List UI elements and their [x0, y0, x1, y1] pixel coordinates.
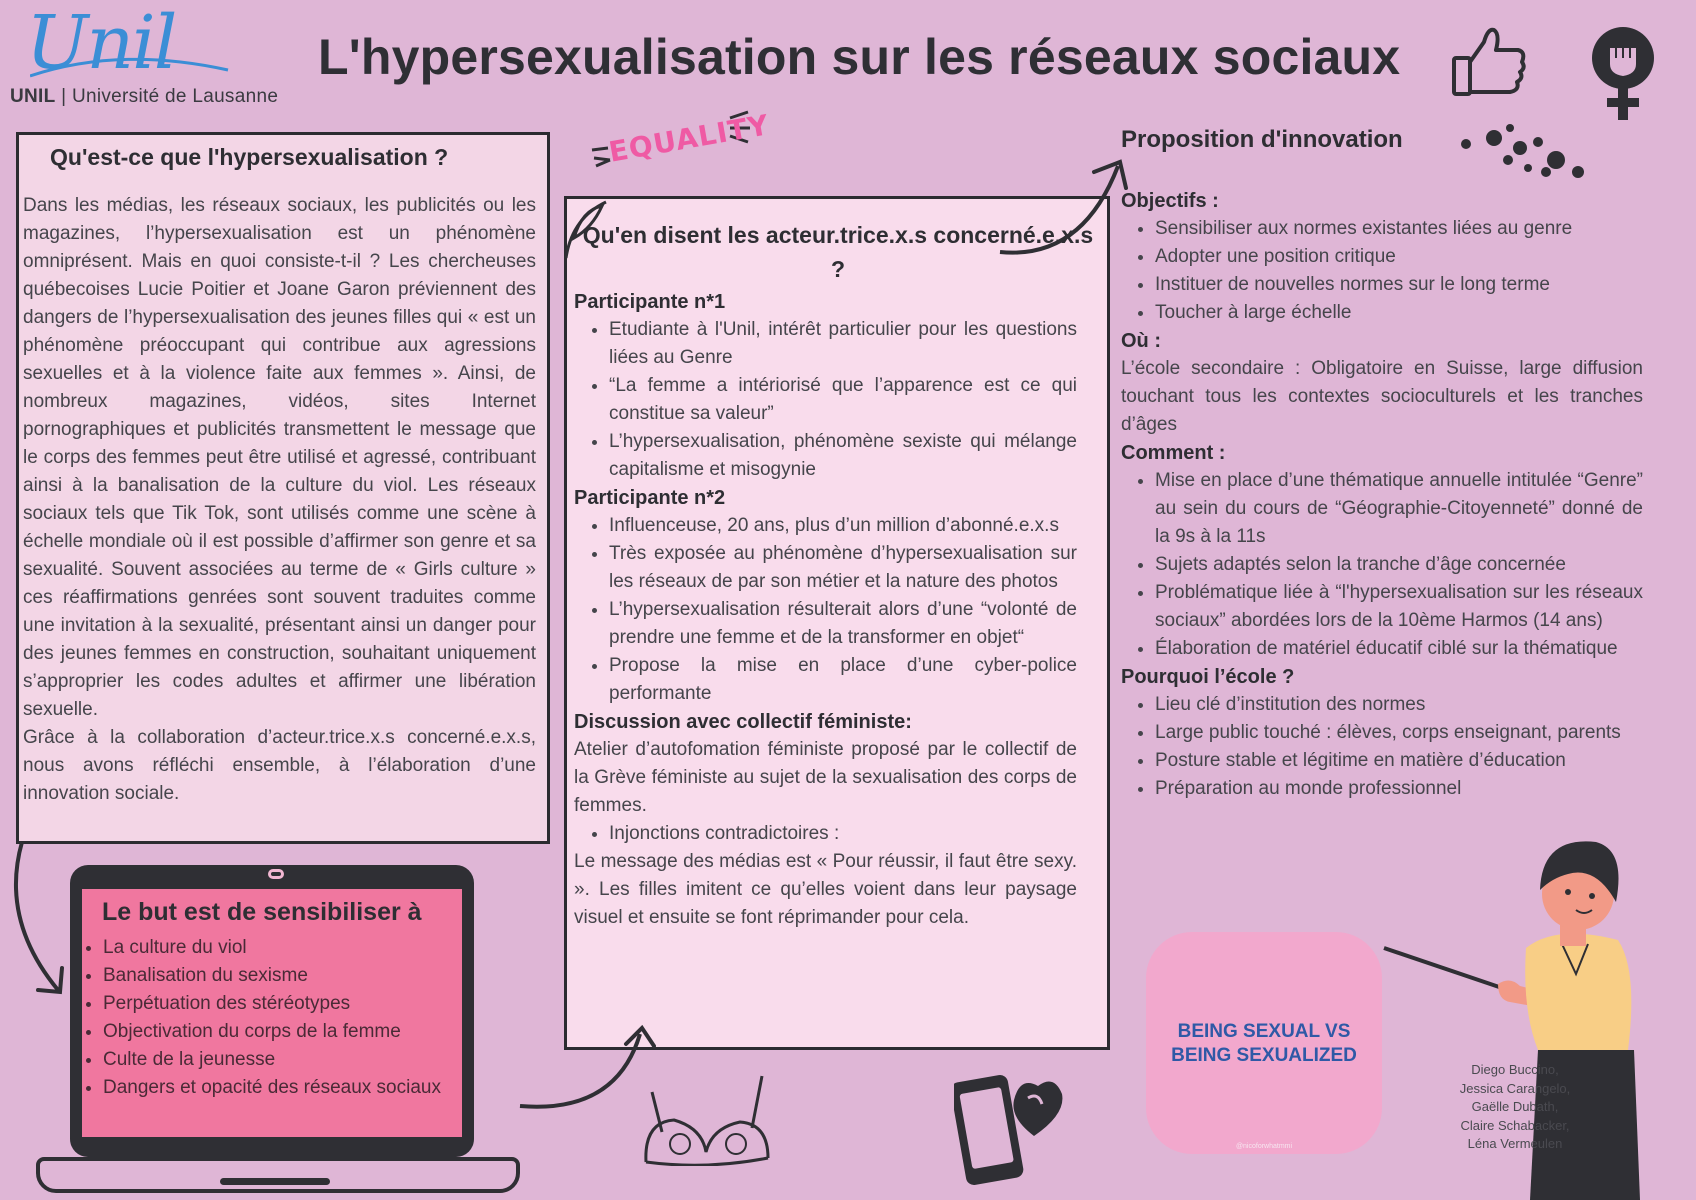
arrow-icon	[998, 156, 1134, 260]
equality-sticker: EQUALITY	[606, 108, 772, 169]
list-item: • Large public touché : élèves, corps enseignant, parents	[1155, 719, 1643, 747]
objectives-heading: Objectifs :	[1121, 190, 1219, 212]
author-name: Diego Buccino,	[1471, 1062, 1559, 1077]
list-item: • Dangers et opacité des réseaux sociaux	[103, 1074, 441, 1102]
list-item: • Toucher à large échelle	[1155, 299, 1643, 327]
list-item: • Préparation au monde professionnel	[1155, 775, 1643, 803]
slogan-text	[1150, 1020, 1378, 1068]
slogan-line-1: BEING SEXUAL VS	[1177, 1021, 1351, 1042]
list-item: • Sujets adaptés selon la tranche d’âge concernée	[1155, 551, 1643, 579]
definition-title: Qu'est-ce que l'hypersexualisation ?	[50, 144, 449, 170]
list-item: • Posture stable et légitime en matière d’éducation	[1155, 747, 1643, 775]
innovation-body	[1121, 187, 1643, 803]
goal-title: Le but est de sensibiliser à	[102, 898, 422, 926]
list-item: • Propose la mise en place d’une cyber-police performante	[609, 652, 1077, 708]
laptop-base	[36, 1157, 520, 1193]
logo-abbr: UNIL	[10, 86, 56, 107]
definition-paragraph: Grâce à la collaboration d’acteur.trice.x.s concerné.e.x.s, nous avons réfléchi ensemble, à l’élaboration d’une innovation sociale.	[23, 727, 536, 804]
arrow-icon	[516, 1020, 656, 1120]
page-title: L'hypersexualisation sur les réseaux sociaux	[318, 29, 1401, 85]
camera-icon	[268, 869, 284, 879]
list-item: • Lieu clé d’institution des normes	[1155, 691, 1643, 719]
where-heading: Où :	[1121, 330, 1161, 352]
author-name: Léna Vermeulen	[1467, 1136, 1563, 1151]
testimonies-body	[574, 288, 1077, 932]
logo-fullname: Université de Lausanne	[71, 86, 279, 107]
dots-icon	[1458, 124, 1588, 184]
authors-list	[1440, 1061, 1590, 1154]
list-item: • Sensibiliser aux normes existantes liées au genre	[1155, 215, 1643, 243]
goal-list	[82, 934, 441, 1102]
list-item: • Problématique liée à “l'hypersexualisation sur les réseaux sociaux” abordées lors de la 10ème Harmos (14 ans)	[1155, 579, 1643, 635]
feminist-fist-icon	[1590, 26, 1656, 122]
testimonies-title: Qu'en disent les acteur.trice.x.s concerné.e.x.s ?	[582, 222, 1094, 282]
laptop-hinge	[220, 1178, 330, 1185]
list-item: • Très exposée au phénomène d’hypersexualisation sur les réseaux de par son métier et la nature des photos	[609, 540, 1077, 596]
list-item: • Influenceuse, 20 ans, plus d’un million d’abonné.e.x.s	[609, 512, 1077, 540]
participant-1-heading: Participante n*1	[574, 291, 726, 313]
list-item: • Mise en place d’une thématique annuelle intitulée “Genre” au sein du cours de “Géographie-Citoyenneté” donné de la 9s à la 11s	[1155, 467, 1643, 551]
phone-heart-icon	[954, 1070, 1068, 1186]
arrow-icon	[0, 840, 80, 1000]
discussion-heading: Discussion avec collectif féministe:	[574, 711, 912, 733]
list-item: • L’hypersexualisation, phénomène sexiste qui mélange capitalisme et misogynie	[609, 428, 1077, 484]
list-item: • Banalisation du sexisme	[103, 962, 441, 990]
discussion-text: Atelier d’autofomation féministe proposé par le collectif de la Grève féministe au sujet de la sexualisation des corps de femmes.	[574, 739, 1077, 816]
logo-swoosh-icon	[30, 36, 230, 86]
list-item: • La culture du viol	[103, 934, 441, 962]
where-text: L’école secondaire : Obligatoire en Suisse, large diffusion touchant tous les contextes socioculturels et les tranches d’âges	[1121, 358, 1643, 435]
definition-paragraph: Dans les médias, les réseaux sociaux, les publicités ou les magazines, l’hypersexualisation est un phénomène omniprésent. Mais en quoi consiste-t-il ? Les chercheuses québecoises Lucie Poitier et Joane Garon préviennent des dangers de l’hypersexualisation des jeunes filles qui « est un phénomène préoccupant qui contribue aux agressions sexuelles et à la violence faite aux femmes ». Ainsi, de nombreux magazines, vidéos, sites Internet pornographiques et publicités transmettent le message que le corps des femmes peut être utilisé et agressé, contribuant ainsi à la banalisation de la culture du viol. Les réseaux sociaux tels que Tik Tok, sont utilisés comme une scène à échelle mondiale où il est possible d’affirmer son genre et sa sexualité. Souvent associées au terme de « Girls culture » ces réaffirmations genrées sont souvent traduites comme une invitation à la sexualité, présentant ainsi un danger pour des jeunes femmes en construction, souhaitant uniquement s’approprier les codes adultes et affirmer une libération sexuelle.	[23, 195, 536, 720]
list-item: • “La femme a intériorisé que l’apparence est ce qui constitue sa valeur”	[609, 372, 1077, 428]
list-item: • Adopter une position critique	[1155, 243, 1643, 271]
bra-icon	[640, 1072, 776, 1166]
thumbs-up-icon	[1450, 24, 1528, 98]
slogan-line-2: BEING SEXUALIZED	[1171, 1045, 1357, 1066]
list-item: • Objectivation du corps de la femme	[103, 1018, 441, 1046]
discussion-text-2: Le message des médias est « Pour réussir, il faut être sexy. ». Les filles imitent ce qu’elles voient dans leur paysage visuel et ensuite se font réprimander pour cela.	[574, 851, 1077, 928]
definition-text	[23, 192, 536, 808]
author-name: Claire Schabacker,	[1460, 1117, 1570, 1133]
logo-separator: |	[61, 86, 67, 107]
list-item: • Culte de la jeunesse	[103, 1046, 441, 1074]
list-item: • Injonctions contradictoires :	[609, 820, 1077, 848]
list-item: • Élaboration de matériel éducatif ciblé sur la thématique	[1155, 635, 1643, 663]
author-name: Jessica Carangelo,	[1459, 1080, 1571, 1096]
participant-2-heading: Participante n*2	[574, 487, 726, 509]
how-heading: Comment :	[1121, 442, 1226, 464]
list-item: • L’hypersexualisation résulterait alors d’une “volonté de prendre une femme et de la transformer en objet“	[609, 596, 1077, 652]
list-item: • Perpétuation des stéréotypes	[103, 990, 441, 1018]
slogan-credit: @nicoforwhatmmi	[1235, 1143, 1293, 1150]
university-name	[10, 86, 278, 108]
author-name: Gaëlle Dubath,	[1471, 1099, 1559, 1114]
innovation-title: Proposition d'innovation	[1121, 126, 1403, 153]
unil-logo: Unil	[26, 0, 176, 86]
list-item: • Etudiante à l'Unil, intérêt particulier pour les questions liées au Genre	[609, 316, 1077, 372]
why-school-heading: Pourquoi l’école ?	[1121, 666, 1295, 688]
list-item: • Instituer de nouvelles normes sur le long terme	[1155, 271, 1643, 299]
